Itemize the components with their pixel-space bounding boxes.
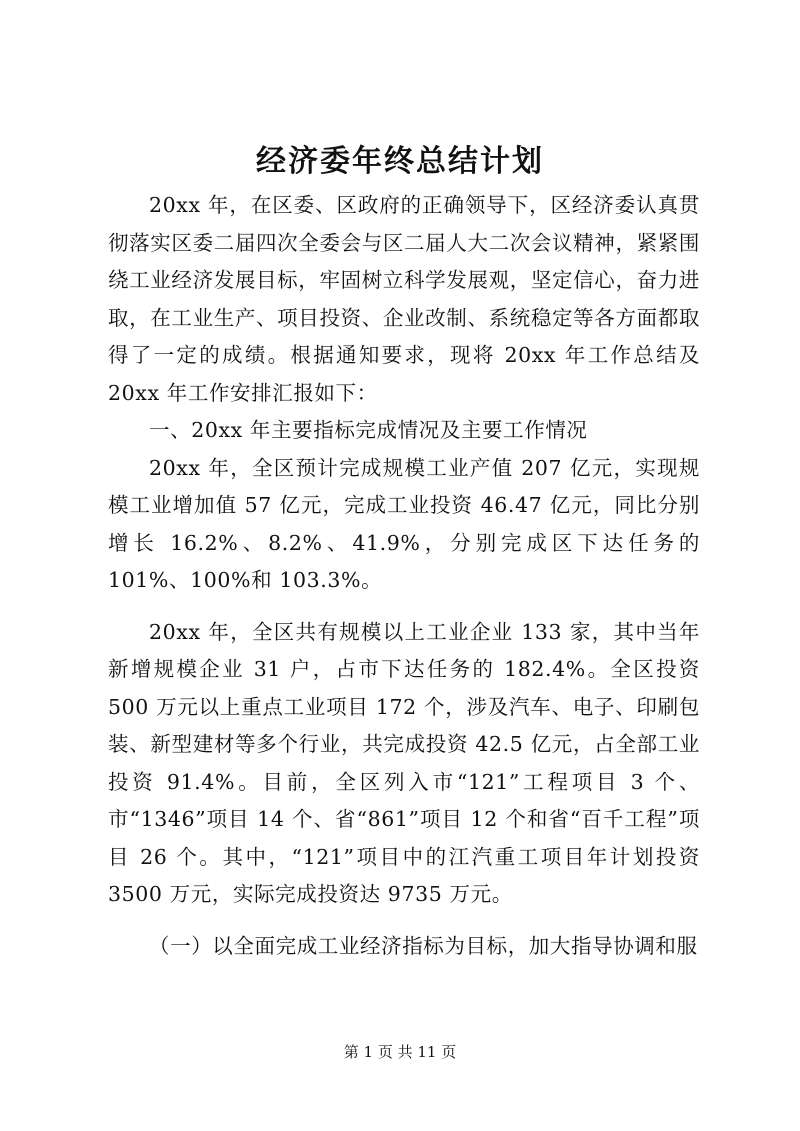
document-body [108, 187, 700, 965]
document-title: 经济委年终总结计划 [256, 144, 544, 179]
paragraph-indicators: 20xx 年，全区预计完成规模工业产值 207 亿元，实现规模工业增加值 57 亿元，完成工业投资 46.47 亿元，同比分别增长 16.2%、8.2%、41.9%，分别完成区下达任务的 101%、100%和 103.3%。 [108, 455, 700, 592]
paragraph-intro: 20xx 年，在区委、区政府的正确领导下，区经济委认真贯彻落实区委二届四次全委会与区二届人大二次会议精神，紧紧围绕工业经济发展目标，牢固树立科学发展观，坚定信心，奋力进取，在工业生产、项目投资、企业改制、系统稳定等各方面都取得了一定的成绩。根据通知要求，现将 20xx 年工作总结及 20xx 年工作安排汇报如下： [108, 193, 700, 405]
subsection-heading: （一）以全面完成工业经济指标为目标，加大指导协调和服 [149, 933, 698, 958]
section-heading: 一、20xx 年主要指标完成情况及主要工作情况 [149, 418, 588, 442]
page-footer: 第 1 页 共 11 页 [343, 1043, 457, 1061]
paragraph-enterprises: 20xx 年，全区共有规模以上工业企业 133 家，其中当年新增规模企业 31 户，占市下达任务的 182.4%。全区投资 500 万元以上重点工业项目 172 个，涉及汽车、电子、印刷包装、新型建材等多个行业，共完成投资 42.5 亿元，占全部工业投资 91.4%。目前，全区列入市“121”工程项目 3 个、市“1346”项目 14 个、省“861”项目 12 个和省“百千工程”项目 26 个。其中，“121”项目中的江汽重工项目年计划投资 3500 万元，实际完成投资达 9735 万元。 [108, 619, 700, 906]
